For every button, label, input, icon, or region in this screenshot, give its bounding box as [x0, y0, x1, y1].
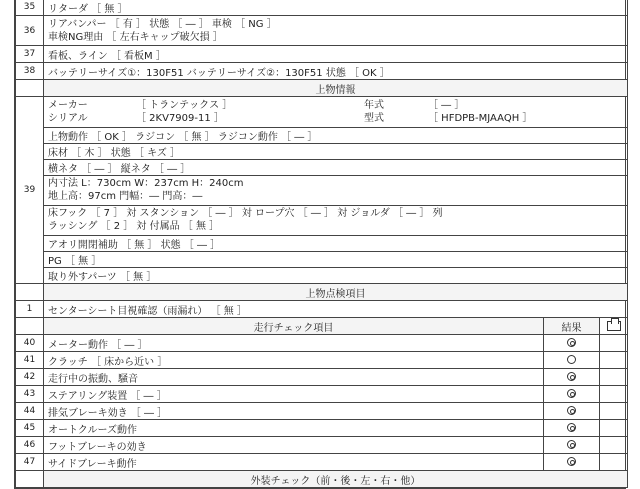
- row-number: 47: [16, 454, 44, 471]
- drive-item-text: オートクルーズ動作: [44, 420, 544, 437]
- upper-info-block: [44, 97, 628, 284]
- drive-row: [16, 369, 628, 386]
- year-label: 年式: [364, 99, 384, 111]
- row-35: [16, 0, 628, 16]
- model-label: 型式: [364, 112, 384, 124]
- drive-item-text: 排気ブレーキ効き ［ ― ］: [44, 403, 544, 420]
- rear-bumper-cell: [44, 16, 628, 46]
- section-title: 走行チェック項目: [44, 318, 544, 335]
- year-value: ［ ― ］: [428, 99, 465, 111]
- result-cell: [544, 403, 600, 420]
- row-39: [16, 97, 628, 284]
- row-number: 1: [16, 301, 44, 318]
- maker-label: メーカー: [48, 99, 88, 111]
- row-number: 44: [16, 403, 44, 420]
- serial-value: ［ 2KV7909-11 ］: [136, 112, 224, 124]
- dimensions-cell: [44, 175, 627, 205]
- inner-dimensions-text: 内寸法 L：730cm W：237cm H：240cm: [48, 178, 244, 189]
- row-37: [16, 46, 628, 63]
- row-number: 38: [16, 63, 44, 80]
- serial-line: [48, 112, 623, 125]
- drive-row: [16, 437, 628, 454]
- drive-item-text: クラッチ ［ 床から近い ］: [44, 352, 544, 369]
- double-circle-icon: [567, 338, 576, 347]
- double-circle-icon: [567, 372, 576, 381]
- row-number: 45: [16, 420, 44, 437]
- drive-row: [16, 403, 628, 420]
- inspection-sheet: [14, 0, 626, 489]
- double-circle-icon: [567, 423, 576, 432]
- floor-material-text: 床材 ［ 木 ］ 状態 ［ キズ ］: [44, 143, 627, 159]
- section-upper-header: [16, 80, 628, 97]
- result-cell: [544, 420, 600, 437]
- drive-item-text: フットブレーキの効き: [44, 437, 544, 454]
- maker-line: [48, 99, 623, 112]
- row-number: 35: [16, 0, 44, 16]
- result-cell: [544, 369, 600, 386]
- drive-item-text: メーター動作 ［ ― ］: [44, 335, 544, 352]
- lashing-text: ラッシング ［ 2 ］ 対 付属品 ［ 無 ］: [48, 221, 220, 232]
- inspection-table: [15, 0, 628, 488]
- double-circle-icon: [567, 389, 576, 398]
- drive-row: [16, 386, 628, 403]
- section-upper-check-header: [16, 284, 628, 301]
- rear-bumper-text: リアバンパー ［ 有 ］ 状態 ［ ― ］ 車検 ［ NG ］: [48, 18, 277, 30]
- result-cell: [544, 352, 600, 369]
- row-number: 39: [16, 97, 44, 284]
- maker-value: ［ トランテックス ］: [136, 99, 233, 111]
- circle-icon: [567, 355, 576, 364]
- beam-text: 横ネタ ［ ― ］ 縦ネタ ［ ― ］: [44, 159, 627, 175]
- center-sheet-check-text: センターシート目視確認（雨漏れ） ［ 無 ］: [44, 301, 628, 318]
- row-number: 42: [16, 369, 44, 386]
- removable-parts-text: 取り外すパーツ ［ 無 ］: [48, 271, 157, 283]
- result-cell: [544, 454, 600, 471]
- maker-serial-cell: [44, 97, 627, 127]
- clipboard-icon-cell[interactable]: [600, 318, 628, 335]
- drive-row: [16, 335, 628, 352]
- inspection-ng-reason-text: 車検NG理由 ［ 左右キャップ破欠損 ］: [48, 31, 223, 43]
- retarder-text: リターダ ［ 無 ］: [44, 0, 628, 16]
- row-number: 36: [16, 16, 44, 46]
- row-number: 46: [16, 437, 44, 454]
- drive-row: [16, 454, 628, 471]
- drive-item-text: ステアリング装置 ［ ― ］: [44, 386, 544, 403]
- signboard-text: 看板、ライン ［ 看板M ］: [44, 46, 628, 63]
- double-circle-icon: [567, 457, 576, 466]
- double-circle-icon: [567, 406, 576, 415]
- drive-row: [16, 420, 628, 437]
- battery-text: バッテリーサイズ①：130F51 バッテリーサイズ②：130F51 状態 ［ OK ］: [44, 63, 628, 80]
- section-title: 上物情報: [44, 80, 628, 97]
- hooks-cell: [44, 205, 627, 235]
- section-drive-header: [16, 318, 628, 335]
- drive-row: [16, 352, 628, 369]
- row-number: 43: [16, 386, 44, 403]
- result-column-header: 結果: [544, 318, 600, 335]
- result-cell: [544, 386, 600, 403]
- result-cell: [544, 335, 600, 352]
- floor-hooks-text: 床フック ［ 7 ］ 対 スタンション ［ ― ］ 対 ロープ穴 ［ ― ］ 対 ジョルダ ［ ― ］ 列: [48, 208, 443, 219]
- drive-item-text: 走行中の振動、騒音: [44, 369, 544, 386]
- row-38: [16, 63, 628, 80]
- section-title: 上物点検項目: [44, 284, 628, 301]
- section-exterior-header: [16, 471, 628, 488]
- upper-operation-text: 上物動作 ［ OK ］ ラジコン ［ 無 ］ ラジコン動作 ［ ― ］: [44, 127, 627, 143]
- row-check-1: [16, 301, 628, 318]
- row-number: 40: [16, 335, 44, 352]
- section-title: 外装チェック（前・後・左・右・他）: [44, 471, 628, 488]
- gate-assist-text: アオリ開閉補助 ［ 無 ］ 状態 ［ ― ］: [44, 235, 627, 251]
- row-number: 41: [16, 352, 44, 369]
- serial-label: シリアル: [48, 112, 88, 124]
- ground-height-text: 地上高：97cm 門幅：― 門高：―: [48, 191, 203, 202]
- clipboard-icon[interactable]: [607, 321, 621, 331]
- model-value: ［ HFDPB-MJAAQH ］: [428, 112, 533, 124]
- row-number: 37: [16, 46, 44, 63]
- double-circle-icon: [567, 440, 576, 449]
- result-cell: [544, 437, 600, 454]
- drive-item-text: サイドブレーキ動作: [44, 454, 544, 471]
- power-gate-text: PG ［ 無 ］: [44, 251, 627, 267]
- row-36: [16, 16, 628, 46]
- upper-info-table: [44, 97, 627, 283]
